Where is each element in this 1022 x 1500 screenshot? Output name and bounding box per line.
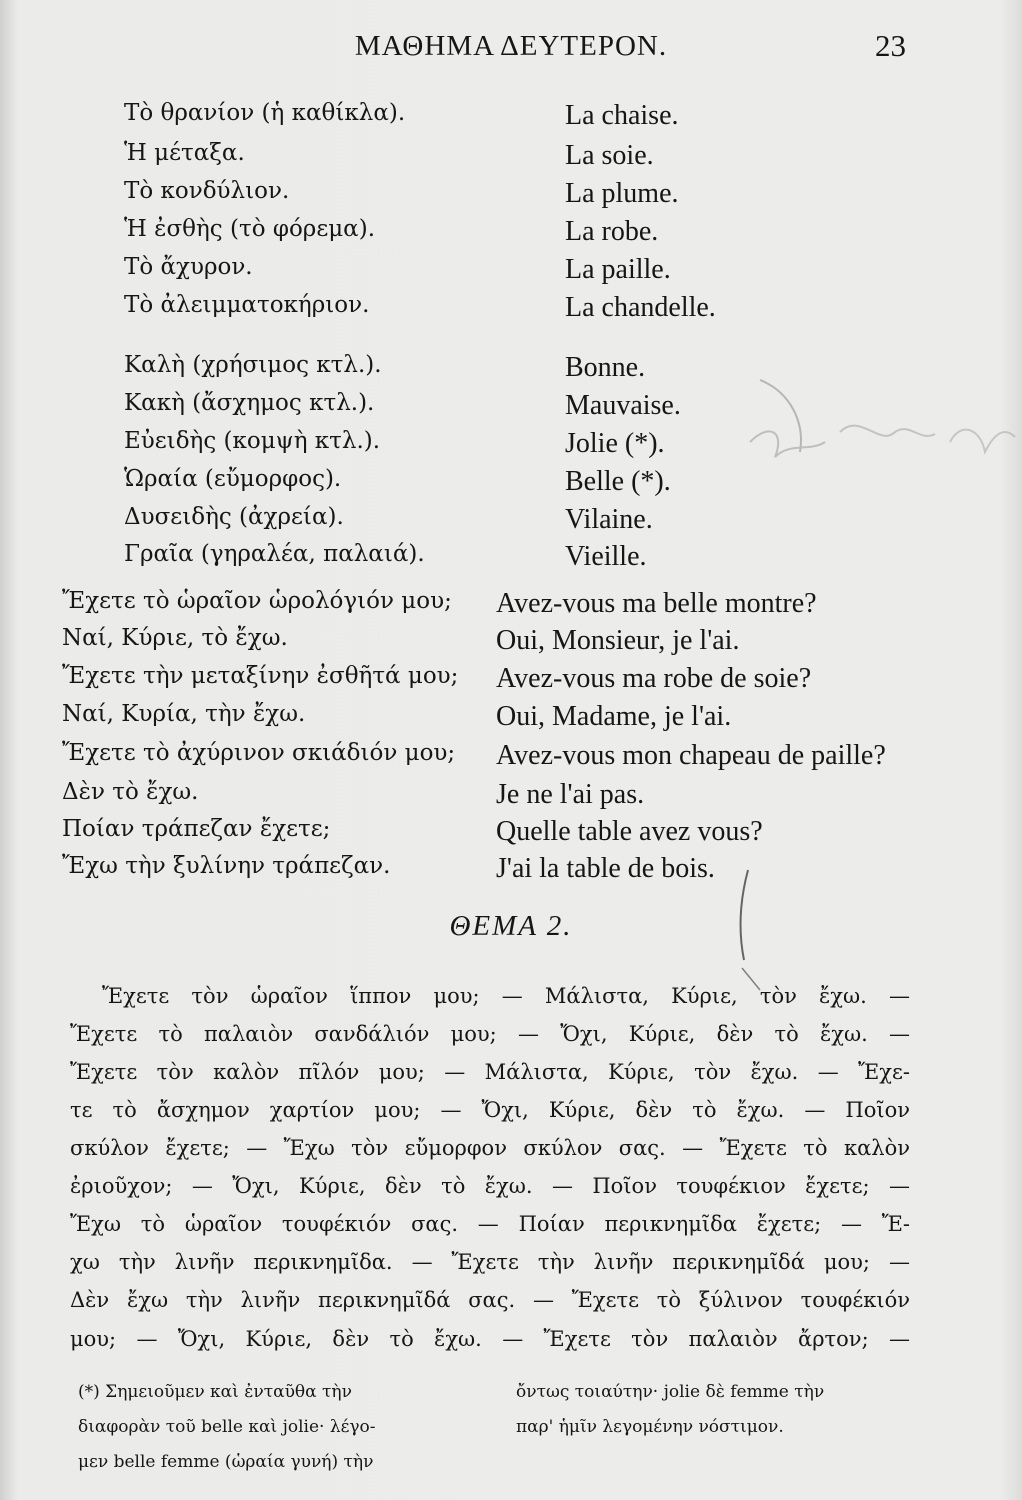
adjective-row — [0, 541, 1022, 581]
dialogue-greek: Ἔχετε τὸ ὡραῖον ὡρολόγιόν μου; — [62, 588, 452, 614]
adjective-greek: Γραῖα (γηραλέα, παλαιά). — [124, 541, 425, 567]
dialogue-row — [0, 740, 1022, 780]
vocab-french: La paille. — [565, 254, 671, 285]
adjective-french: Jolie (*). — [565, 428, 665, 459]
dialogue-french: Je ne l'ai pas. — [496, 779, 645, 810]
pencil-bracket — [720, 860, 770, 1000]
exercise-line: ἐριοῦχον; — Ὄχι, Κύριε, δὲν τὸ ἔχω. — Ποῖον τουφέκιον ἔχετε; — — [70, 1174, 910, 1198]
vocab-greek: Τὸ κονδύλιον. — [124, 178, 290, 204]
pencil-marginalia — [730, 372, 1020, 482]
vocab-french: La chandelle. — [565, 292, 716, 323]
exercise-line: τε τὸ ἄσχημον χαρτίον μου; — Ὄχι, Κύριε, δὲν τὸ ἔχω. — Ποῖον — [70, 1098, 910, 1122]
vocab-greek: Ἡ ἐσθὴς (τὸ φόρεμα). — [124, 216, 376, 242]
adjective-greek: Κακὴ (ἄσχημος κτλ.). — [124, 390, 375, 416]
dialogue-row — [0, 663, 1022, 703]
vocab-french: La soie. — [565, 140, 654, 171]
dialogue-row — [0, 853, 1022, 893]
exercise-line: Ἔχετε τὸ παλαιὸν σανδάλιόν μου; — Ὄχι, Κύριε, δὲν τὸ ἔχω. — — [70, 1022, 910, 1046]
dialogue-greek: Ναί, Κύριε, τὸ ἔχω. — [62, 625, 288, 651]
vocab-french: La plume. — [565, 178, 679, 209]
vocab-row — [0, 216, 1022, 256]
footnote-line: (*) Σημειοῦμεν καὶ ἐνταῦθα τὴν — [78, 1382, 352, 1402]
exercise-heading: ΘΕΜΑ 2. — [449, 910, 573, 942]
vocab-greek: Τὸ ἄχυρον. — [124, 254, 253, 280]
vocab-greek: Τὸ ἀλειμματοκήριον. — [124, 292, 370, 318]
dialogue-french: J'ai la table de bois. — [496, 853, 715, 884]
dialogue-greek: Ἔχετε τὸ ἀχύρινον σκιάδιόν μου; — [62, 740, 456, 766]
exercise-line: χω τὴν λινῆν περικνημῖδα. — Ἔχετε τὴν λινῆν περικνημῖδά μου; — — [70, 1250, 910, 1274]
vocab-row — [0, 140, 1022, 180]
footnote-line: παρ' ἡμῖν λεγομένην νόστιμον. — [516, 1417, 784, 1437]
exercise-line: μου; — Ὄχι, Κύριε, δὲν τὸ ἔχω. — Ἔχετε τὸν παλαιὸν ἄρτον; — — [70, 1327, 910, 1351]
adjective-french: Mauvaise. — [565, 390, 681, 421]
adjective-greek: Δυσειδὴς (ἀχρεία). — [124, 504, 344, 530]
dialogue-french: Avez-vous ma robe de soie? — [496, 663, 812, 694]
adjective-french: Vilaine. — [565, 504, 653, 535]
adjective-row — [0, 504, 1022, 544]
vocab-greek: Τὸ θρανίον (ἡ καθίκλα). — [124, 100, 406, 126]
exercise-line: Ἔχετε τὸν καλὸν πῖλόν μου; — Μάλιστα, Κύριε, τὸν ἔχω. — Ἔχε- — [70, 1060, 910, 1084]
dialogue-row — [0, 816, 1022, 856]
dialogue-french: Quelle table avez vous? — [496, 816, 763, 847]
exercise-line: σκύλον ἔχετε; — Ἔχω τὸν εὔμορφον σκύλον σας. — Ἔχετε τὸ καλὸν — [70, 1136, 910, 1160]
dialogue-greek: Ναί, Κυρία, τὴν ἔχω. — [62, 701, 306, 727]
dialogue-row — [0, 625, 1022, 665]
adjective-greek: Εὐειδὴς (κομψὴ κτλ.). — [124, 428, 381, 454]
footnote-line: ὄντως τοιαύτην· jolie δὲ femme τὴν — [516, 1382, 825, 1402]
dialogue-greek: Δὲν τὸ ἔχω. — [62, 779, 199, 805]
dialogue-row — [0, 779, 1022, 819]
page-number: 23 — [875, 28, 906, 63]
footnote-line: διαφορὰν τοῦ belle καὶ jolie· λέγο- — [78, 1417, 376, 1437]
dialogue-row — [0, 588, 1022, 628]
vocab-row — [0, 292, 1022, 332]
footnote-left-column — [78, 1382, 376, 1487]
vocab-french: La robe. — [565, 216, 659, 247]
exercise-line: Δὲν ἔχω τὴν λινῆν περικνημῖδά σας. — Ἔχετε τὸ ξύλινον τουφέκιόν — [70, 1288, 910, 1312]
adjective-french: Belle (*). — [565, 466, 671, 497]
footnote-right-column — [516, 1382, 824, 1452]
dialogue-french: Avez-vous ma belle montre? — [496, 588, 817, 619]
vocab-french: La chaise. — [565, 100, 679, 131]
vocab-row — [0, 178, 1022, 218]
dialogue-french: Oui, Monsieur, je l'ai. — [496, 625, 740, 656]
vocab-row — [0, 100, 1022, 140]
vocab-greek: Ἡ μέταξα. — [124, 140, 245, 166]
adjective-french: Bonne. — [565, 352, 646, 383]
dialogue-french: Avez-vous mon chapeau de paille? — [496, 740, 886, 771]
dialogue-greek: Ἔχετε τὴν μεταξίνην ἐσθῆτά μου; — [62, 663, 459, 689]
page-header-title: ΜΑΘΗΜΑ ΔΕΥΤΕΡΟΝ. — [354, 30, 668, 62]
exercise-line: Ἔχετε τὸν ὡραῖον ἵππον μου; — Μάλιστα, Κύριε, τὸν ἔχω. — — [102, 984, 910, 1008]
dialogue-greek: Ἔχω τὴν ξυλίνην τράπεζαν. — [62, 853, 391, 879]
dialogue-french: Oui, Madame, je l'ai. — [496, 701, 732, 732]
footnote-line: μεν belle femme (ὡραία γυνή) τὴν — [78, 1452, 374, 1472]
dialogue-greek: Ποίαν τράπεζαν ἔχετε; — [62, 816, 331, 842]
adjective-greek: Ὡραία (εὔμορφος). — [124, 466, 342, 492]
exercise-line: Ἔχω τὸ ὡραῖον τουφέκιόν σας. — Ποίαν περικνημῖδα ἔχετε; — Ἔ- — [70, 1212, 910, 1236]
dialogue-row — [0, 701, 1022, 741]
adjective-greek: Καλὴ (χρήσιμος κτλ.). — [124, 352, 382, 378]
adjective-french: Vieille. — [565, 541, 647, 572]
vocab-row — [0, 254, 1022, 294]
